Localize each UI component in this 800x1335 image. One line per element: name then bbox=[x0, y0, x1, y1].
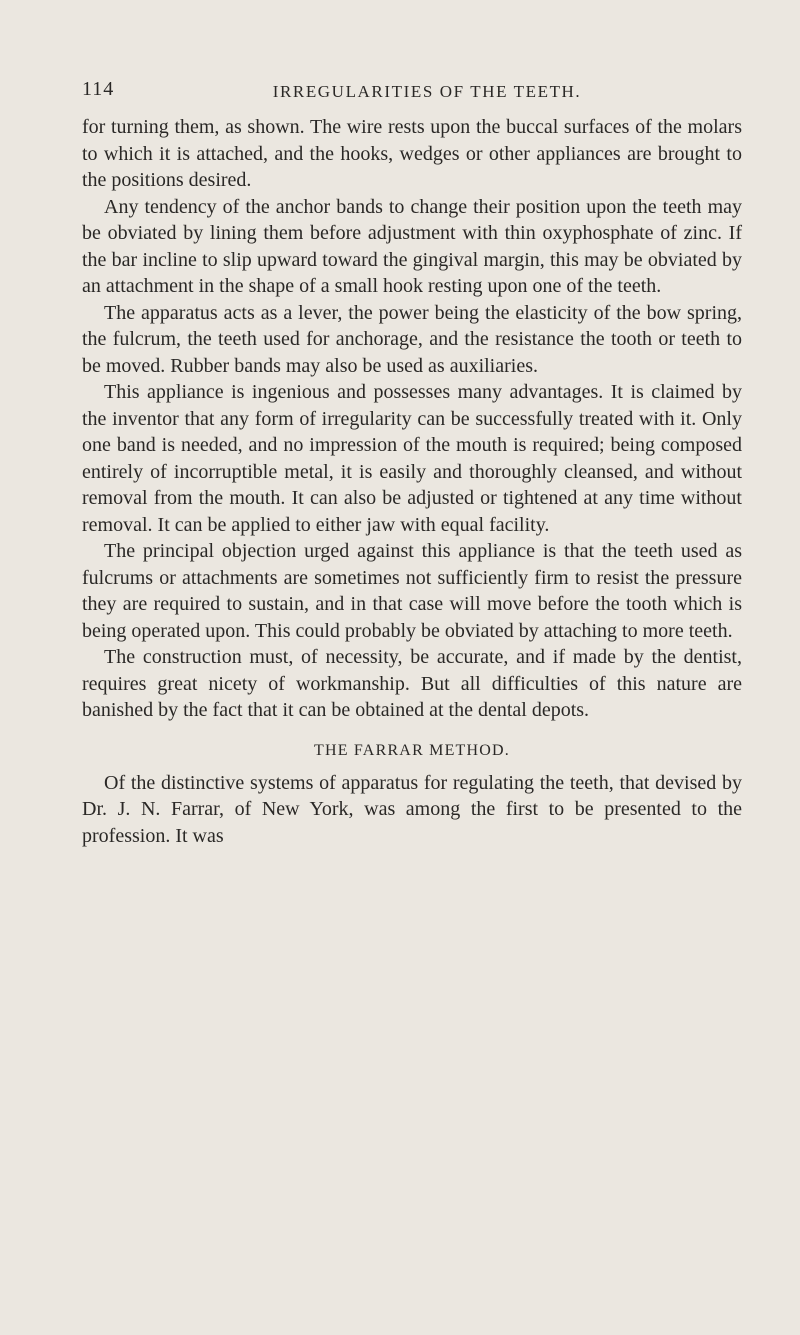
paragraph-construction: The construction must, of necessity, be accurate, and if made by the dentist, requires great nicety of workmanship. But all difficulties of this nature are banished by the fact that it can be obtained at the dental depots. bbox=[82, 646, 742, 721]
book-page bbox=[82, 78, 742, 849]
paragraph-anchor-bands: Any tendency of the anchor bands to change their position upon the teeth may be obviated by lining them before adjustment with thin oxyphosphate of zinc. If the bar incline to slip upward toward the gingival margin, this may be obviated by an attachment in the shape of a small hook resting upon one of the teeth. bbox=[82, 195, 742, 297]
paragraph-objection: The principal objection urged against this appliance is that the teeth used as fulcrums or attachments are sometimes not sufficiently firm to resist the pressure they are required to sustain, and in that case will move before the tooth which is being operated upon. This could probably be obviated by attaching to more teeth. bbox=[82, 540, 742, 642]
paragraph-farrar: Of the distinctive systems of apparatus for regulating the teeth, that devised by Dr. J. N. Farrar, of New York, was among the first to be presented to the profession. It was bbox=[82, 771, 742, 847]
paragraph-lever: The apparatus acts as a lever, the power being the elasticity of the bow spring, the fulcrum, the teeth used for anchorage, and the resistance the tooth or teeth to be moved. Rubber bands may also be used as auxiliaries. bbox=[82, 301, 742, 377]
running-title: IRREGULARITIES OF THE TEETH. bbox=[272, 82, 582, 101]
paragraph-continuation: for turning them, as shown. The wire rests upon the buccal surfaces of the molars to which it is attached, and the hooks, wedges or other appliances are brought to the positions desired. bbox=[82, 116, 742, 191]
page-number: 114 bbox=[82, 78, 115, 100]
body-text bbox=[82, 114, 742, 849]
section-heading: THE FARRAR METHOD. bbox=[314, 741, 510, 759]
paragraph-advantages: This appliance is ingenious and possesses many advantages. It is claimed by the inventor that any form of irregularity can be successfully treated with it. Only one band is needed, and no impression of the mouth is required; being composed entirely of incorruptible metal, it is easily and thoroughly cleansed, and without removal from the mouth. It can also be adjusted or tightened at any time without removal. It can be applied to either jaw with equal facility. bbox=[82, 381, 742, 536]
page-header bbox=[82, 78, 742, 114]
